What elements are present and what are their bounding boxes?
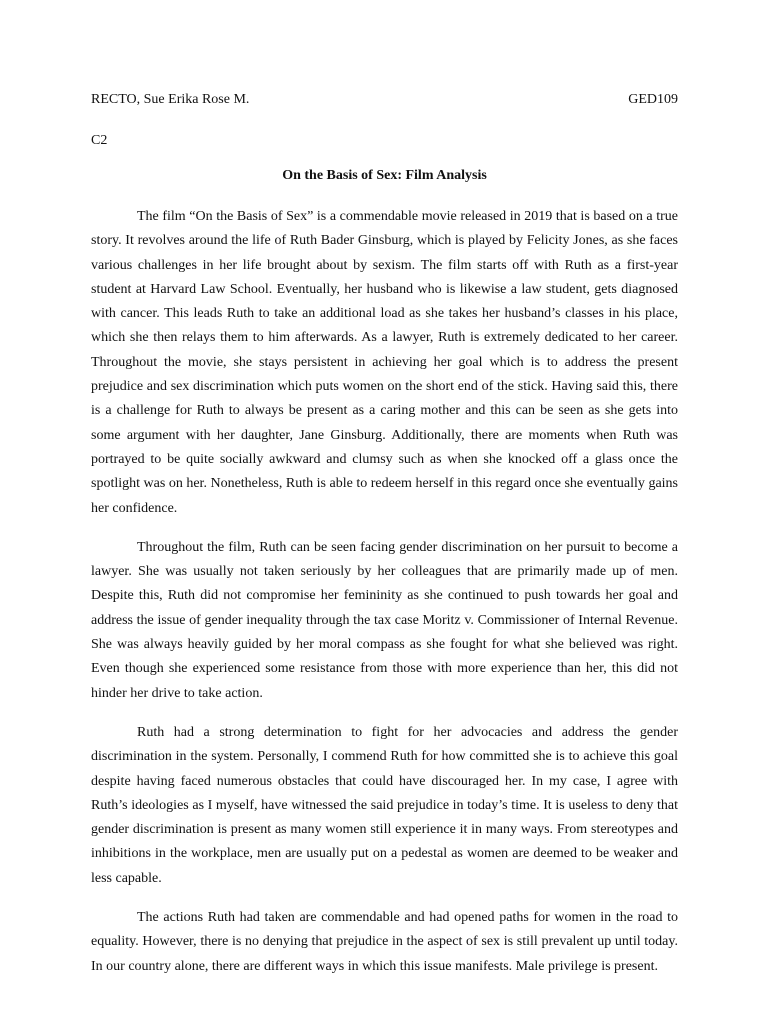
course-code: GED109 xyxy=(628,92,678,107)
paragraph-4: The actions Ruth had taken are commendable and had opened paths for women in the road to equality. However, there is no denying that prejudice in the aspect of sex is still prevalent up until today. In our country alone, there are different ways in which this issue manifests. Male privilege is present. xyxy=(91,910,678,974)
header-row xyxy=(91,92,678,112)
document-title: On the Basis of Sex: Film Analysis xyxy=(282,168,487,183)
section-code: C2 xyxy=(91,133,108,148)
document-body xyxy=(91,205,678,979)
paragraph-2: Throughout the film, Ruth can be seen facing gender discrimination on her pursuit to become a lawyer. She was usually not taken seriously by her colleagues that are primarily made up of men. Despite this, Ruth did not compromise her femininity as she continued to push towards her goal and address the issue of gender inequality through the tax case Moritz v. Commissioner of Internal Revenue. She was always heavily guided by her moral compass as she fought for what she believed was right. Even though she experienced some resistance from those with more experience than her, this did not hinder her drive to take action. xyxy=(91,539,678,701)
document-page xyxy=(91,0,678,1024)
paragraph-1: The film “On the Basis of Sex” is a commendable movie released in 2019 that is based on a true story. It revolves around the life of Ruth Bader Ginsburg, which is played by Felicity Jones, as she faces various challenges in her life brought about by sexism. The film starts off with Ruth as a first-year student at Harvard Law School. Eventually, her husband who is likewise a law student, gets diagnosed with cancer. This leads Ruth to take an additional load as she takes her husband’s classes in his place, which she then relays them to him afterwards. As a lawyer, Ruth is extremely dedicated to her career. Throughout the movie, she stays persistent in achieving her goal which is to address the present prejudice and sex discrimination which puts women on the short end of the stick. Having said this, there is a challenge for Ruth to always be present as a caring mother and this can be seen as she gets into some argument with her daughter, Jane Ginsburg. Additionally, there are moments when Ruth was portrayed to be quite socially awkward and clumsy such as when she knocked off a glass once the spotlight was on her. Nonetheless, Ruth is able to redeem herself in this regard once she eventually gains her confidence. xyxy=(91,209,678,516)
paragraph-3: Ruth had a strong determination to fight for her advocacies and address the gender discrimination in the system. Personally, I commend Ruth for how committed she is to achieve this goal despite having faced numerous obstacles that could have discouraged her. In my case, I agree with Ruth’s ideologies as I myself, have witnessed the said prejudice in today’s time. It is useless to deny that gender discrimination is present as many women still experience it in many ways. From stereotypes and inhibitions in the workplace, men are usually put on a pedestal as women are deemed to be weaker and less capable. xyxy=(91,724,678,886)
author-name: RECTO, Sue Erika Rose M. xyxy=(91,92,250,107)
